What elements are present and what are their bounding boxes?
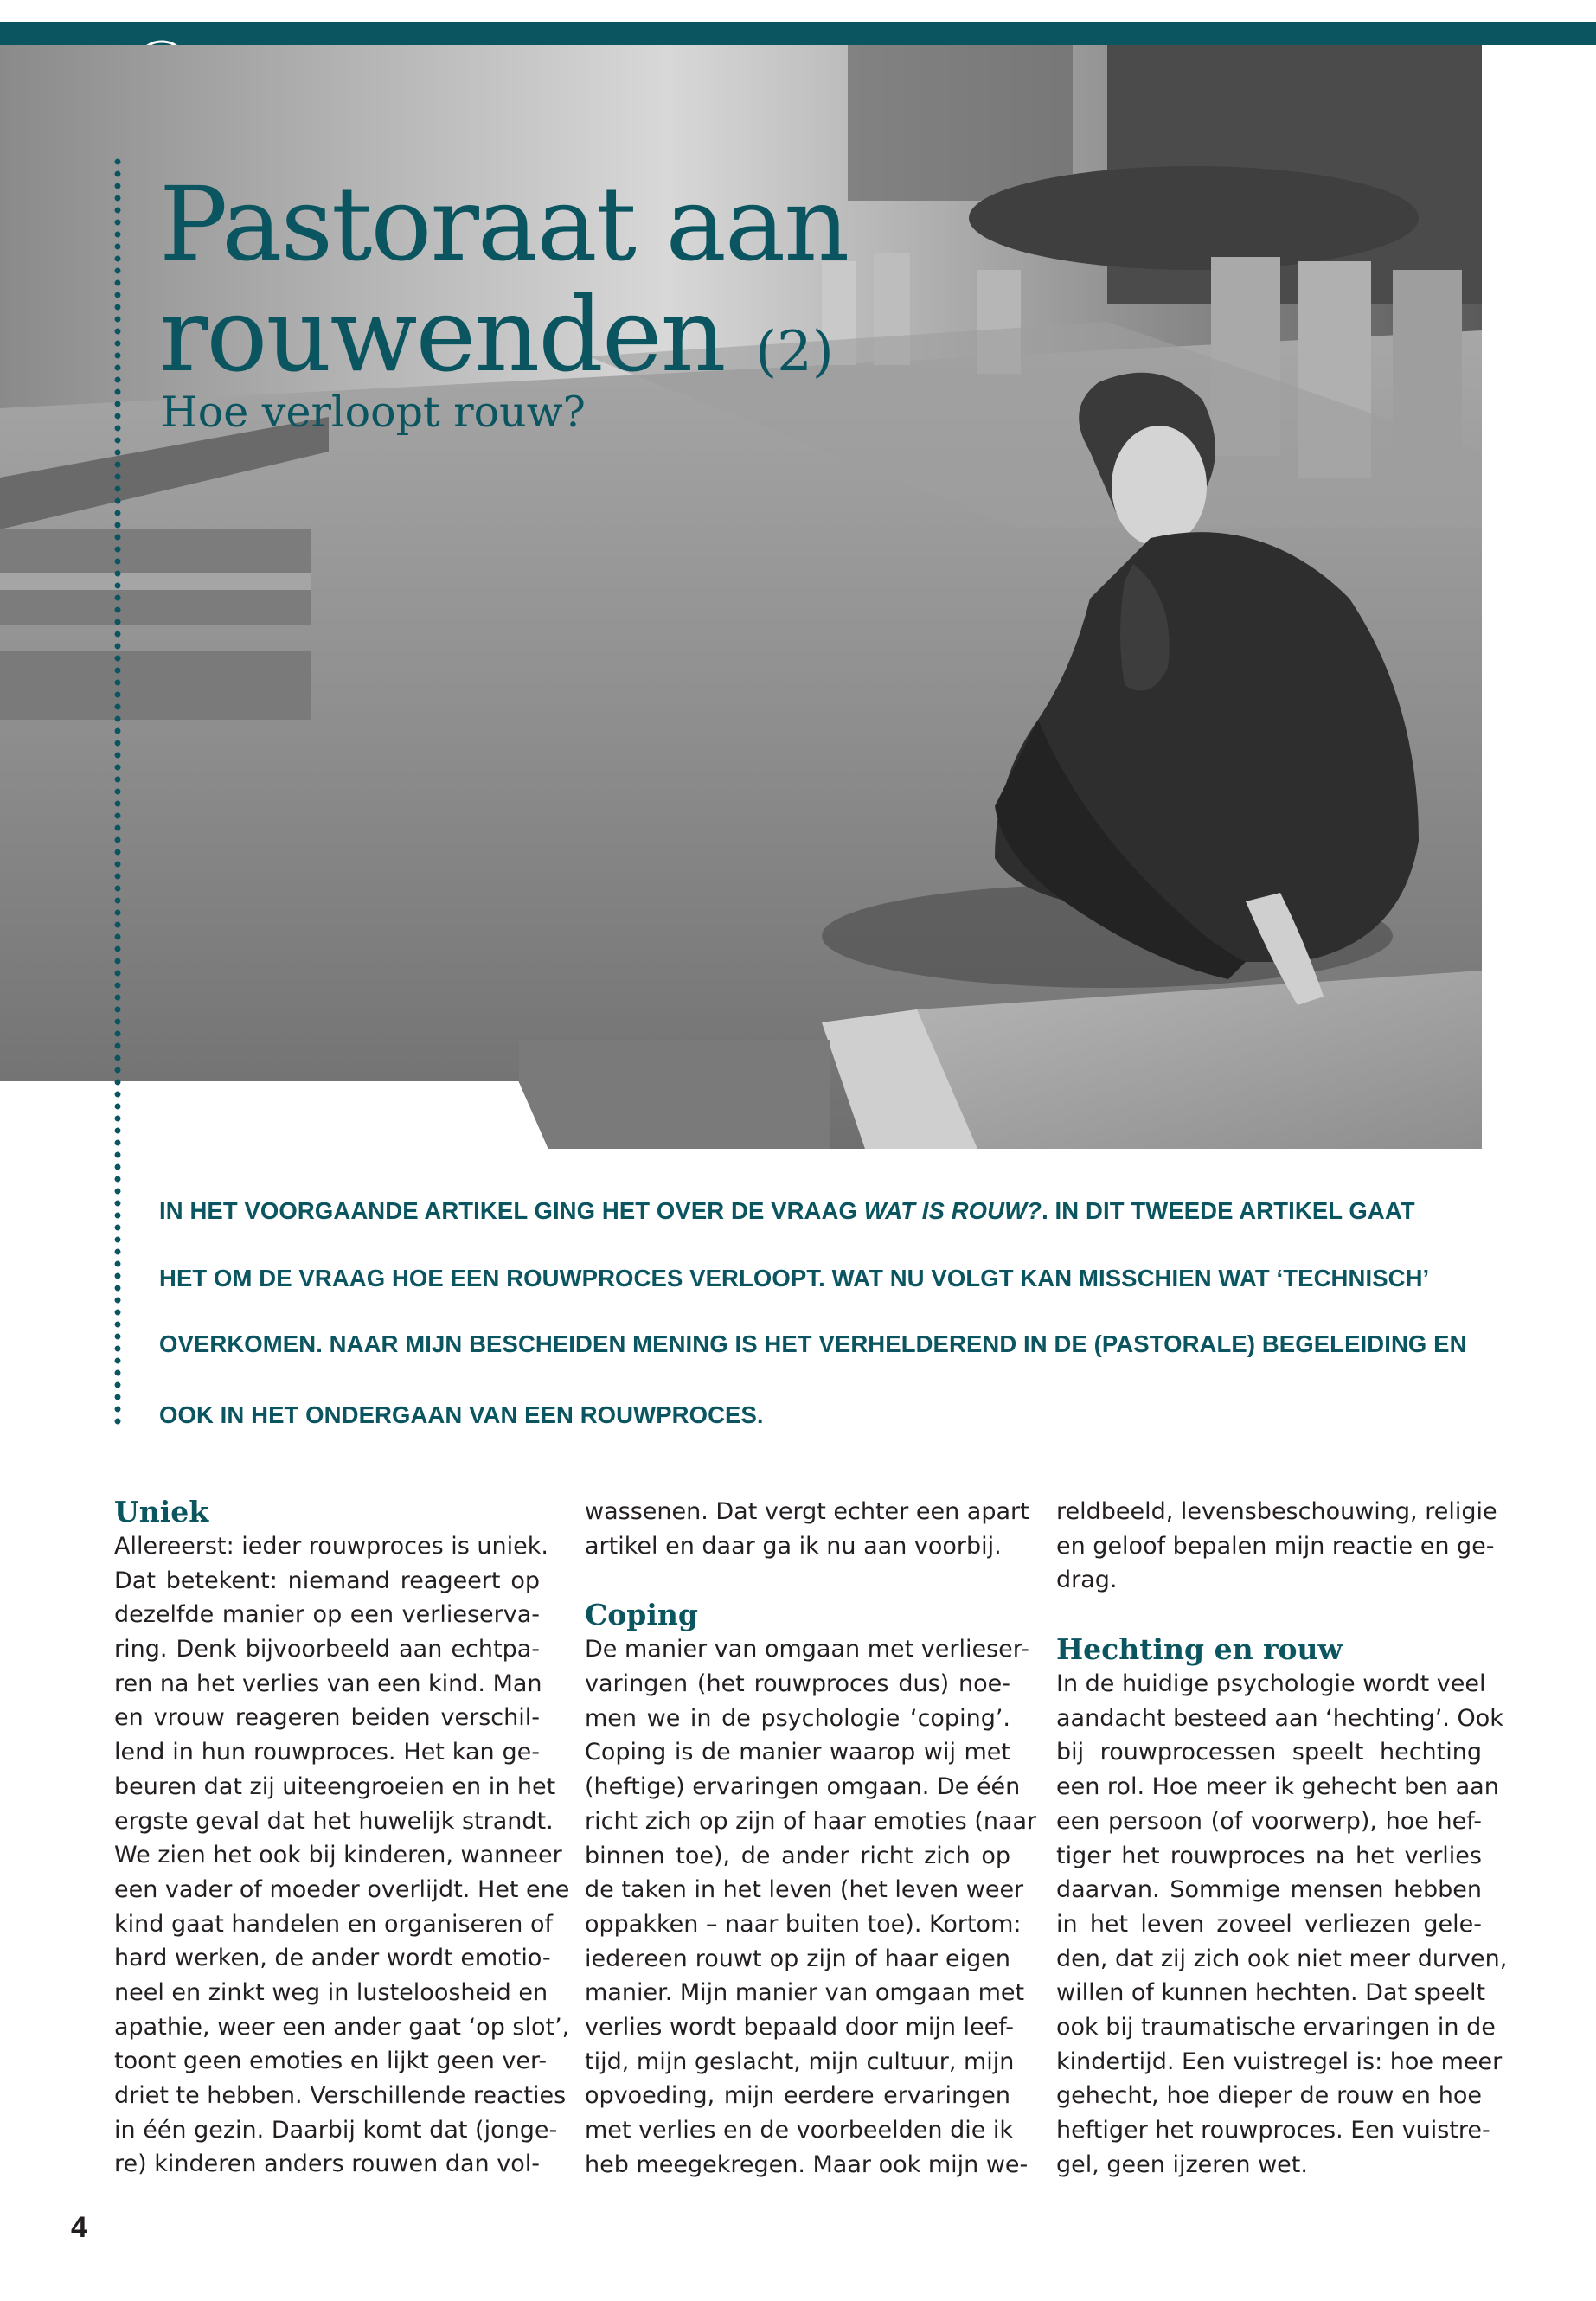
article-part-number: (2) <box>755 320 834 384</box>
body-text-line: iedereen rouwt op zijn of haar eigen <box>585 1945 1010 1972</box>
body-text-line: Allereerst: ieder rouwproces is uniek. <box>114 1533 548 1560</box>
body-text-line: kind gaat handelen en organiseren of <box>114 1910 553 1938</box>
body-text-line: daarvan. Sommige mensen hebben <box>1056 1876 1482 1904</box>
body-text-line: re) kinderen anders rouwen dan vol- <box>114 2150 540 2178</box>
body-column-3 <box>1056 1495 1508 2182</box>
body-text-line: apathie, weer een ander gaat ‘op slot’, <box>114 2013 570 2041</box>
body-text-line: ring. Denk bijvoorbeeld aan echtpa- <box>114 1636 540 1663</box>
body-text-line: varingen (het rouwproces dus) noe- <box>585 1670 1010 1698</box>
body-text-line: Coping is de manier waarop wij met <box>585 1739 1010 1766</box>
article-title-line-2 <box>159 275 834 394</box>
body-text-line: richt zich op zijn of haar emoties (naar <box>585 1807 1037 1835</box>
body-text-line: Dat betekent: niemand reageert op <box>114 1567 540 1594</box>
body-text-line: willen of kunnen hechten. Dat speelt <box>1056 1979 1486 2007</box>
body-text-line: manier. Mijn manier van omgaan met <box>585 1979 1025 2007</box>
body-text-line: neel en zinkt weg in lusteloosheid en <box>114 1978 548 2006</box>
body-text-line: drag. <box>1056 1567 1118 1594</box>
body-text-line: binnen toe), de ander richt zich op <box>585 1842 1010 1869</box>
body-text-line: reldbeeld, levensbeschouwing, religie <box>1056 1498 1497 1525</box>
body-text-line: tijd, mijn geslacht, mijn cultuur, mijn <box>585 2048 1015 2075</box>
body-text-line: De manier van omgaan met verlieser- <box>585 1636 1029 1663</box>
body-text-line: hard werken, de ander wordt emotio- <box>114 1945 551 1972</box>
section-heading: Hechting en rouw <box>1056 1632 1343 1667</box>
body-text-line: kindertijd. Een vuistregel is: hoe meer <box>1056 2048 1503 2075</box>
body-text-line: beuren dat zij uiteengroeien en in het <box>114 1772 556 1800</box>
body-text-line: den, dat zij zich ook niet meer durven, <box>1056 1945 1508 1972</box>
article-title-word: rouwenden <box>159 275 725 394</box>
body-column-1 <box>114 1495 570 2182</box>
body-column-2 <box>585 1495 1037 2182</box>
body-text-line: tiger het rouwproces na het verlies <box>1056 1842 1482 1869</box>
body-text-line: oppakken – naar buiten toe). Kortom: <box>585 1910 1022 1938</box>
paragraph-gap <box>585 1563 1010 1598</box>
body-text-line: in het leven zoveel verliezen gele- <box>1056 1910 1482 1938</box>
paragraph-gap <box>1056 1598 1482 1632</box>
section-heading: Coping <box>585 1598 698 1632</box>
body-text-line: gel, geen ijzeren wet. <box>1056 2150 1308 2178</box>
intro-line-3: OVERKOMEN. NAAR MIJN BESCHEIDEN MENING IS HET VERHELDEREND IN DE (PASTORALE) BEGELEIDING EN <box>159 1330 1467 1357</box>
body-text-line: een rol. Hoe meer ik gehecht ben aan <box>1056 1773 1499 1801</box>
body-text-line: men we in de psychologie ‘coping’. <box>585 1704 1010 1732</box>
body-text-line: en vrouw reageren beiden verschil- <box>114 1704 540 1732</box>
intro-text: IN HET VOORGAANDE ARTIKEL GING HET OVER DE VRAAG <box>159 1197 864 1224</box>
body-text-line: bij rouwprocessen speelt hechting <box>1056 1739 1482 1766</box>
body-text-line: ren na het verlies van een kind. Man <box>114 1670 542 1697</box>
body-text-line: We zien het ook bij kinderen, wanneer <box>114 1842 562 1869</box>
body-text-line: de taken in het leven (het leven weer <box>585 1876 1024 1904</box>
body-text-line: artikel en daar ga ik nu aan voorbij. <box>585 1532 1002 1560</box>
article-subtitle: Hoe verloopt rouw? <box>161 388 586 437</box>
body-text-line: wassenen. Dat vergt echter een apart <box>585 1498 1029 1525</box>
dotted-rule <box>114 156 121 1427</box>
body-text-line: en geloof bepalen mijn reactie en ge- <box>1056 1532 1495 1560</box>
body-text-line: aandacht besteed aan ‘hechting’. Ook <box>1056 1704 1503 1732</box>
body-text-line: heftiger het rouwproces. Een vuistre- <box>1056 2117 1490 2144</box>
article-title-line-1: Pastoraat aan <box>159 164 849 284</box>
page-number: 4 <box>71 2211 87 2244</box>
body-text-line: ook bij traumatische ervaringen in de <box>1056 2013 1496 2041</box>
body-text-line: met verlies en de voorbeelden die ik <box>585 2117 1014 2144</box>
body-text-line: dezelfde manier op een verlieserva- <box>114 1601 540 1629</box>
intro-line-2: HET OM DE VRAAG HOE EEN ROUWPROCES VERLOOPT. WAT NU VOLGT KAN MISSCHIEN WAT ‘TECHNISCH’ <box>159 1265 1430 1292</box>
intro-italic: WAT IS ROUW? <box>863 1197 1042 1224</box>
body-text-line: driet te hebben. Verschillende reacties <box>114 2082 567 2109</box>
intro-line-4: OOK IN HET ONDERGAAN VAN EEN ROUWPROCES. <box>159 1401 764 1428</box>
body-text-line: een persoon (of voorwerp), hoe hef- <box>1056 1807 1482 1835</box>
body-text-line: een vader of moeder overlijdt. Het ene <box>114 1875 570 1903</box>
section-heading: Uniek <box>114 1495 209 1529</box>
body-text-line: verlies wordt bepaald door mijn leef- <box>585 2013 1015 2041</box>
body-text-line: gehecht, hoe dieper de rouw en hoe <box>1056 2082 1482 2110</box>
body-text-line: toont geen emoties en lijkt geen ver- <box>114 2048 548 2075</box>
body-text-line: (heftige) ervaringen omgaan. De één <box>585 1773 1021 1801</box>
body-text-line: lend in hun rouwproces. Het kan ge- <box>114 1739 540 1766</box>
body-text-line: in één gezin. Daarbij komt dat (jonge- <box>114 2116 558 2144</box>
intro-line-1 <box>159 1197 1509 1225</box>
body-text-line: heb meegekregen. Maar ook mijn we- <box>585 2150 1029 2178</box>
body-text-line: In de huidige psychologie wordt veel <box>1056 1670 1486 1698</box>
body-text-line: ergste geval dat het huwelijk strandt. <box>114 1807 554 1835</box>
body-text-line: opvoeding, mijn eerdere ervaringen <box>585 2082 1010 2110</box>
intro-text: . IN DIT TWEEDE ARTIKEL GAAT <box>1042 1197 1415 1224</box>
